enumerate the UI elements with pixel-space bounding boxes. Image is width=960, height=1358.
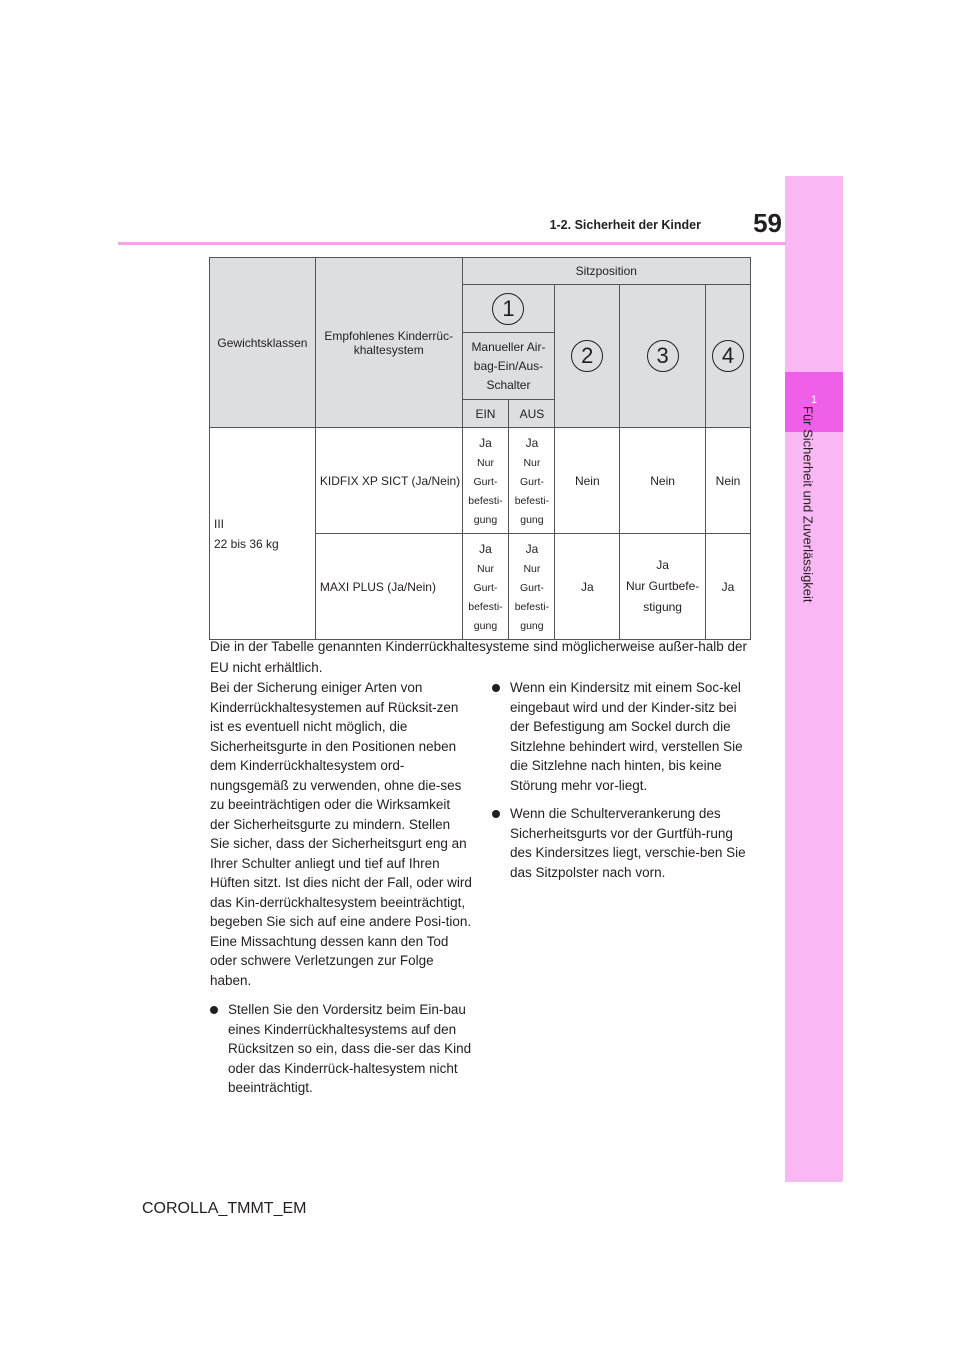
bullet-icon <box>492 810 500 818</box>
child-seat-table <box>209 257 751 640</box>
chapter-title: Für Sicherheit und Zuverlässigkeit <box>800 406 816 603</box>
header-recommended-system: Empfohlenes Kinderrüc-khaltesystem <box>315 258 462 428</box>
row2-pos4: Ja <box>706 534 751 640</box>
left-column <box>210 678 472 1107</box>
page-number: 59 <box>753 208 782 238</box>
chapter-number: 1 <box>810 394 818 406</box>
position-3-header <box>620 285 706 428</box>
airbag-switch-header: Manueller Air-bag-Ein/Aus-Schalter <box>462 333 555 400</box>
position-4-header <box>706 285 751 428</box>
position-2-icon: 2 <box>571 340 603 372</box>
weight-class-name: III <box>214 516 225 531</box>
right-column <box>492 678 754 891</box>
list-item: Wenn die Schulterverankerung des Sicherheitsgurts vor der Gurtfüh-rung des Kindersitzes liegt, verschie-ben Sie das Sitzpolster nach vorn. <box>492 804 754 882</box>
switch-off-header: AUS <box>509 400 555 428</box>
weight-class-range: 22 bis 36 kg <box>214 536 279 551</box>
header-weight-class: Gewichtsklassen <box>210 258 316 428</box>
row2-pos2: Ja <box>555 534 620 640</box>
row1-pos3: Nein <box>620 428 706 534</box>
bullet-icon <box>210 1006 218 1014</box>
list-item: Wenn ein Kindersitz mit einem Soc-kel eingebaut wird und der Kinder-sitz bei der Befestigung am Sockel durch die Sitzlehne behindert wird, verstellen Sie die Sitzlehne nach hinten, bis keine Störung mehr vor-liegt. <box>492 678 754 795</box>
bullet-icon <box>492 684 500 692</box>
table-note: Die in der Tabelle genannten Kinderrückhaltesysteme sind möglicherweise außer-halb der EU nicht erhältlich. <box>210 639 748 675</box>
row2-pos3: Ja Nur Gurtbefe-stigung <box>620 534 706 640</box>
row2-pos1-on: Ja Nur Gurt-befesti-gung <box>462 534 509 640</box>
weight-class-cell <box>210 428 316 640</box>
chapter-side-tab <box>785 176 843 1182</box>
header-seat-position: Sitzposition <box>462 258 751 285</box>
switch-on-header: EIN <box>462 400 509 428</box>
model-code: COROLLA_TMMT_EM <box>142 1200 307 1217</box>
row1-pos1-on: Ja Nur Gurt-befesti-gung <box>462 428 509 534</box>
row1-pos4: Nein <box>706 428 751 534</box>
system-kidfix: KIDFIX XP SICT (Ja/Nein) <box>315 428 462 534</box>
row1-pos1-off: Ja Nur Gurt-befesti-gung <box>509 428 555 534</box>
position-4-icon: 4 <box>712 340 744 372</box>
system-maxi-plus: MAXI PLUS (Ja/Nein) <box>315 534 462 640</box>
section-title: 1-2. Sicherheit der Kinder <box>549 218 701 232</box>
row2-pos1-off: Ja Nur Gurt-befesti-gung <box>509 534 555 640</box>
header-rule <box>118 242 786 245</box>
list-item: Stellen Sie den Vordersitz beim Ein-bau eines Kinderrückhaltesystems auf den Rücksitzen so ein, dass die-ser das Kind oder das Kinderrück-haltesystem nicht beeinträchtigt. <box>210 1000 472 1098</box>
warning-paragraph: Bei der Sicherung einiger Arten von Kinderrückhaltesystemen auf Rücksit-zen ist es eventuell nicht möglich, die Sicherheitsgurte in den Positionen neben dem Kinderrückhaltesystem ord-nungsgemäß zu verwenden, ohne die-ses zu beeinträchtigen oder die Wirksamkeit der Sicherheitsgurte zu mindern. Stellen Sie sicher, dass der Sicherheitsgurt eng an Ihrer Schulter anliegt und tief auf Ihren Hüften sitzt. Ist dies nicht der Fall, oder wird das Kin-derrückhaltesystem beeinträchtigt, begeben Sie sich auf eine andere Posi-tion. Eine Missachtung dessen kann den Tod oder schwere Verletzungen zur Folge haben. <box>210 680 472 988</box>
row1-pos2: Nein <box>555 428 620 534</box>
position-1-icon: 1 <box>492 293 524 325</box>
position-1-header <box>462 285 555 333</box>
position-3-icon: 3 <box>647 340 679 372</box>
position-2-header <box>555 285 620 428</box>
